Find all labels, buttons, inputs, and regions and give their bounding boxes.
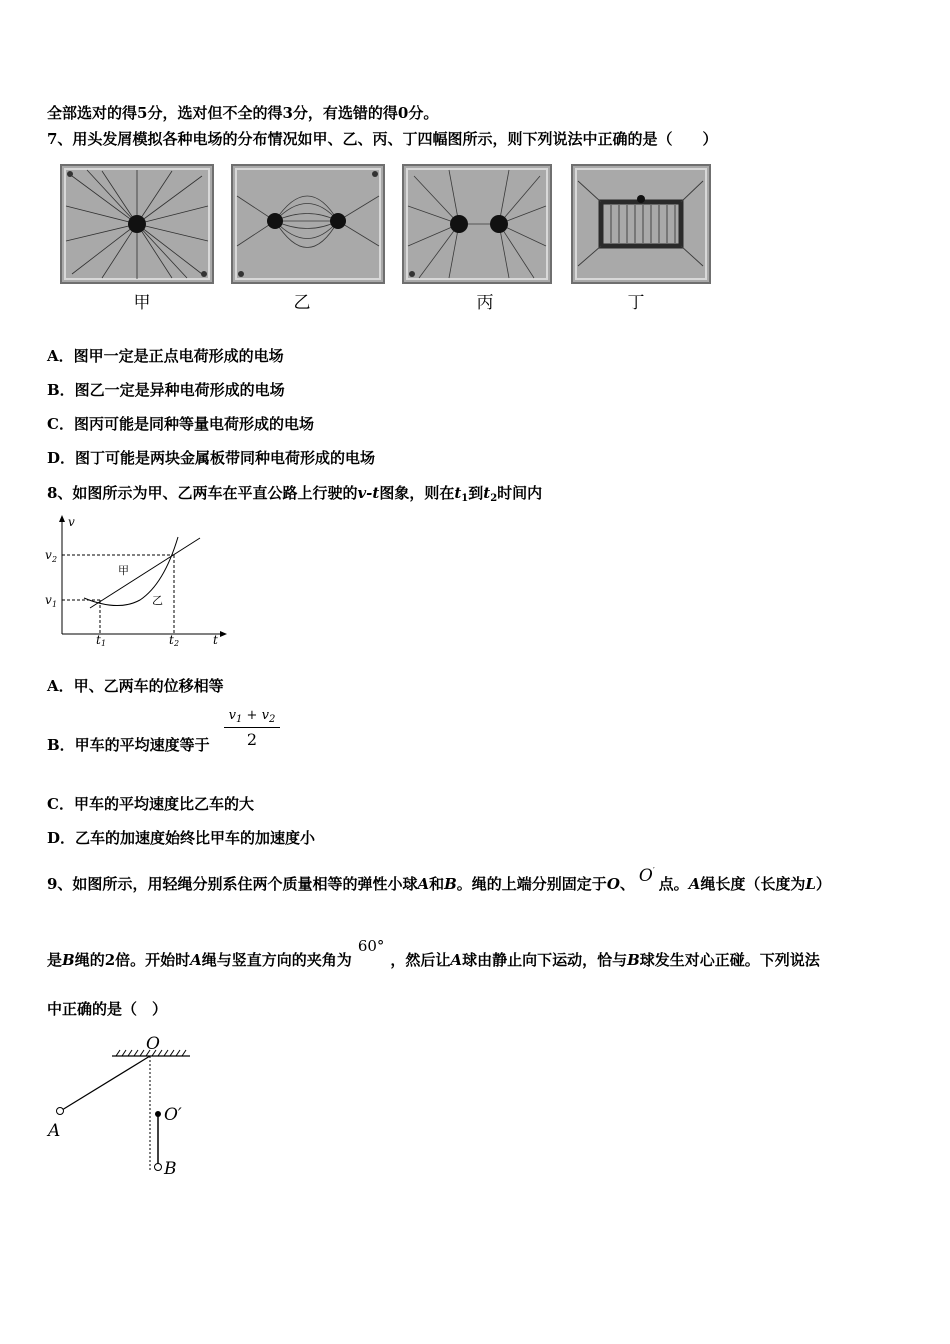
t2-label: t <box>169 633 174 647</box>
q8-option-d: D．乙车的加速度始终比甲车的加速度小 <box>47 829 316 847</box>
q9-line2-c: 绳与竖直方向的夹角为 <box>201 951 352 969</box>
rope-a <box>62 1056 150 1110</box>
q9-line2-b: 绳的2倍。开始时 <box>74 951 191 969</box>
q9-line1-b: 。绳的上端分别固定于 <box>456 875 607 893</box>
t-axis-arrow <box>220 631 227 637</box>
field-lines-opposite-charges <box>233 166 383 282</box>
q8-stem-a: 8、如图所示为甲、乙两车在平直公路上行驶的 <box>47 484 358 502</box>
q9-line2-d: ，然后让 <box>390 951 451 969</box>
yi-curve <box>84 537 178 606</box>
caption-yi: 乙 <box>293 293 311 313</box>
q9-B-3: B <box>627 951 640 969</box>
num-v1-sub: 1 <box>236 714 243 725</box>
q8-stem-t1-sub: 1 <box>461 493 469 504</box>
t-axis-label: t <box>213 633 218 647</box>
field-lines-single-charge <box>62 166 212 282</box>
q9-A-4: A <box>450 951 463 969</box>
q9-line2-a: 是 <box>47 951 63 969</box>
num-v2-sub: 2 <box>268 714 276 725</box>
q9-line1-c: 点。 <box>658 875 689 893</box>
intro-text: 全部选对的得5分，选对但不全的得3分，有选错的得0分。 <box>47 104 439 122</box>
q9-and: 和 <box>429 875 445 893</box>
q7-option-c: C．图丙可能是同种等量电荷形成的电场 <box>47 415 314 433</box>
ball-a <box>57 1108 64 1115</box>
q9-line2 <box>47 937 820 970</box>
q8-stem-b: 图象，则在 <box>379 484 455 502</box>
vt-graph <box>40 512 230 647</box>
caption-bing: 丙 <box>476 293 494 313</box>
q9-L: L <box>805 875 816 893</box>
fraction-v1-plus-v2-over-2 <box>224 708 280 749</box>
q8-stem-t1: t <box>454 484 462 502</box>
field-lines-like-charges <box>404 166 550 282</box>
q9-line1-d: 绳长度（长度为 <box>700 875 806 893</box>
jia-line <box>90 538 200 608</box>
num-v2: v <box>261 708 269 723</box>
q9-line2-f: 球发生对心正碰。下列说法 <box>639 951 820 969</box>
q9-prime-mark: ′ <box>652 866 655 875</box>
q9-dun: 、 <box>619 875 635 893</box>
q9-A-3: A <box>190 951 202 969</box>
label-O: O <box>146 1034 160 1054</box>
q8-stem-t2: t <box>483 484 491 502</box>
label-A: A <box>48 1121 61 1141</box>
q7-option-a: A．图甲一定是正点电荷形成的电场 <box>47 347 284 365</box>
photo-bing <box>402 164 552 284</box>
q9-line1-e: ） <box>815 875 831 893</box>
v-axis-arrow <box>59 515 65 522</box>
jia-label: 甲 <box>118 564 129 577</box>
label-B: B <box>164 1159 177 1179</box>
q8-stem-vt: v-t <box>357 484 380 502</box>
q9-B: B <box>444 875 457 893</box>
label-O-prime: O′ <box>164 1105 182 1125</box>
q8-option-b: B．甲车的平均速度等于 <box>47 736 210 754</box>
q9-line1 <box>47 866 831 894</box>
v2-sub: 2 <box>52 555 58 564</box>
q7-option-d: D．图丁可能是两块金属板带同种电荷形成的电场 <box>47 449 376 467</box>
t1-sub: 1 <box>101 639 107 647</box>
q8-stem-c: 到 <box>468 484 484 502</box>
q9-O: O <box>606 875 620 893</box>
q8-stem-t2-sub: 2 <box>490 493 498 504</box>
q8-stem <box>47 482 542 504</box>
q9-line3: 中正确的是（ ） <box>47 1000 168 1018</box>
q9-A: A <box>417 875 430 893</box>
q7-stem: 7、用头发屑模拟各种电场的分布情况如甲、乙、丙、丁四幅图所示，则下列说法中正确的是（ ） <box>47 130 718 148</box>
q9-line1-a: 9、如图所示，用轻绳分别系住两个质量相等的弹性小球 <box>47 875 418 893</box>
t1-label: t <box>96 633 101 647</box>
t2-sub: 2 <box>174 639 180 647</box>
q9-angle: 60° <box>357 937 385 955</box>
q9-O-prime-letter: O <box>638 866 653 886</box>
q8-stem-d: 时间内 <box>497 484 543 502</box>
fraction-numerator <box>224 708 280 728</box>
caption-ding: 丁 <box>627 293 645 313</box>
q8-option-a: A．甲、乙两车的位移相等 <box>47 677 224 695</box>
photo-yi <box>231 164 385 284</box>
v2-label: v <box>45 548 52 562</box>
fraction-denominator: 2 <box>246 730 258 749</box>
num-v1: v <box>228 708 237 723</box>
q9-O-prime <box>635 866 659 886</box>
q8-option-c: C．甲车的平均速度比乙车的大 <box>47 795 254 813</box>
v1-sub: 1 <box>52 600 58 609</box>
field-lines-parallel-plates <box>573 166 709 282</box>
photo-jia <box>60 164 214 284</box>
q9-B-2: B <box>62 951 75 969</box>
photo-ding <box>571 164 711 284</box>
num-plus: + <box>242 708 262 723</box>
v-axis-label: v <box>68 515 75 529</box>
yi-label: 乙 <box>152 594 163 607</box>
q9-line2-e: 球由静止向下运动，恰与 <box>462 951 628 969</box>
caption-jia: 甲 <box>133 293 151 313</box>
q9-A-2: A <box>688 875 701 893</box>
q7-option-b: B．图乙一定是异种电荷形成的电场 <box>47 381 285 399</box>
pendulum-figure <box>40 1032 210 1182</box>
ball-b <box>155 1164 162 1171</box>
v1-label: v <box>45 593 52 607</box>
